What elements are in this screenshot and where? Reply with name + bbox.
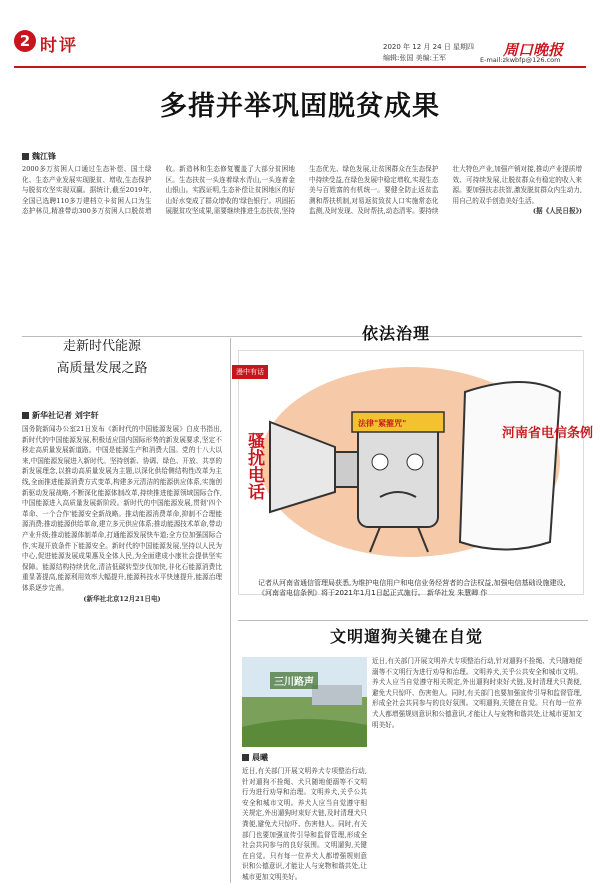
essay-title: 文明遛狗关键在自觉: [330, 627, 484, 646]
essay-body-left: [242, 766, 367, 881]
lead-headline: 多措并举巩固脱贫成果: [160, 91, 440, 122]
masthead-rule: [14, 66, 586, 68]
cartoon-illustration: [240, 352, 594, 566]
regulation-scroll-icon: [460, 382, 560, 550]
law-band-label: 法律"紧箍咒": [358, 419, 407, 428]
editor-credit: 编辑:张国 美编:王军: [383, 54, 446, 62]
newspaper-logo: 周口晚报: [503, 41, 564, 59]
energy-article-text: 国务院新闻办公室21日发布《新时代的中国能源发展》白皮书指出,新时代的中国能源发展,积极适应国内国际形势的新发展要求,坚定不移走高质量发展新道路。中国是能源生产和消费大国。党的十八大以来,中国能源发展进入新时代。坚持创新、协调、绿色、开放、共享的新发展理念,以推动高质量发展为主题,以深化供给侧结构性改革为主线,全面推进能源消费方式变革,构建多元清洁的能源供应体系,实施创新驱动发展战略,不断深化能源体制改革,持续推进能源领域国际合作,中国能源进入高质量发展新阶段。新时代的中国能源发展,贯彻'四个革命、一个合作'能源安全新战略。推动能源消费革命,抑制不合理能源消费;推动能源供给革命,建立多元供应体系;推动能源技术革命,带动产业升级;推动能源体制革命,打通能源发展快车道;全方位加强国际合作,实现开放条件下能源安全。新时代的中国能源发展,坚持以人民为中心,促进能源发展成果惠及全体人民,为全面建成小康社会提供坚实保障。能源结构持续优化,清洁低碳转型步伐加快,非化石能源消费比重显著提高,能源利用效率大幅提升,能源科技水平快速提升,能源治理体系逐步完善。: [22, 425, 222, 592]
section-title: 时评: [40, 36, 78, 56]
park-photo-illustration: [242, 657, 367, 747]
energy-title-line1: 走新时代能源: [62, 339, 141, 354]
lead-byline: 魏江锋: [22, 151, 56, 162]
column-divider: [230, 338, 231, 883]
essay-body-right: [372, 656, 582, 881]
cartoon-section-title: 依法治理: [362, 324, 431, 343]
energy-article-source: (新华社北京12月21日电): [83, 594, 161, 603]
masthead: [0, 0, 600, 68]
essay-text: 近日,有关部门开展文明养犬专项整治行动,针对遛狗不拴绳、犬只随地便溺等不文明行为进行劝导和治理。文明养犬,关乎公共安全和城市文明。养犬人应当自觉遵守相关规定,外出遛狗时束好犬链,及时清理犬只粪便,避免犬只惊吓、伤害他人。同时,有关部门也要加强宣传引导和监督管理,形成全社会共同参与的良好氛围。文明遛狗,关键在自觉。只有每一位养犬人都增强规则意识和公德意识,才能让人与宠物和谐共处,让城市更加文明美好。: [372, 657, 582, 729]
scroll-label: 河南省电信条例: [502, 426, 594, 441]
essay-byline: 晨曦: [242, 752, 268, 763]
contact-email: E-mail:zkwbfp@126.com: [480, 56, 561, 64]
photo-title: 三川路声: [270, 672, 318, 689]
megaphone-label: 骚扰电话: [244, 432, 264, 500]
lead-article-source: (据《人民日报》): [532, 207, 582, 216]
cartoon-caption: 记者从河南省通信管理局获悉,为维护电信用户和电信业务经营者的合法权益,加强电信基础设施建设,《河南省电信条例》将于2021年1月1日起正式施行。 新华社发 朱慧卿 作: [258, 579, 566, 597]
energy-title-line2: 高质量发展之路: [56, 361, 148, 376]
essay-photo: [242, 657, 367, 747]
page-number-badge: 2: [14, 30, 36, 52]
lead-article-text: 2000多万贫困人口通过生态补偿、国土绿化、生态产业发展实现脱贫、增收,生态保护与脱贫攻坚实现双赢。据统计,截至2019年,全国已选聘110多万建档立卡贫困人口为生态护林员,精准带动300多万贫困人口脱贫增收。新造林和生态修复覆盖了大部分贫困地区。生态扶贫一头连着绿水青山,一头连着金山银山。实践证明,生态补偿让贫困地区的好山好水变成了群众增收的'绿色银行'。巩固拓展脱贫攻坚成果,需要继续推进生态扶贫,坚持生态优先、绿色发展,让贫困群众在生态保护中持续受益,在绿色发展中稳定增收,实现生态美与百姓富的有机统一。要健全防止返贫监测和帮扶机制,对易返贫致贫人口实施常态化监测,及时发现、及时帮扶,动态清零。要持续壮大特色产业,加强产销对接,推动产业提质增效、可持续发展,让脱贫群众有稳定的收入来源。要加强扶志扶智,激发脱贫群众内生动力,用自己的双手创造美好生活。: [22, 165, 582, 216]
issue-date: 2020 年 12 月 24 日 星期四: [383, 43, 474, 51]
energy-article-body: [22, 424, 222, 882]
essay-text-continued: 近日,有关部门开展文明养犬专项整治行动,针对遛狗不拴绳、犬只随地便溺等不文明行为进行劝导和治理。文明养犬,关乎公共安全和城市文明。养犬人应当自觉遵守相关规定,外出遛狗时束好犬链,及时清理犬只粪便,避免犬只惊吓、伤害他人。同时,有关部门也要加强宣传引导和监督管理,形成全社会共同参与的良好氛围。文明遛狗,关键在自觉。只有每一位养犬人都增强规则意识和公德意识,才能让人与宠物和谐共处,让城市更加文明美好。: [242, 767, 367, 881]
energy-article-title: [22, 336, 182, 380]
lead-article-body: [22, 164, 582, 336]
energy-byline: 新华社记者 刘宇轩: [22, 410, 99, 421]
cartoon-tag: 漫中有话: [232, 365, 268, 379]
